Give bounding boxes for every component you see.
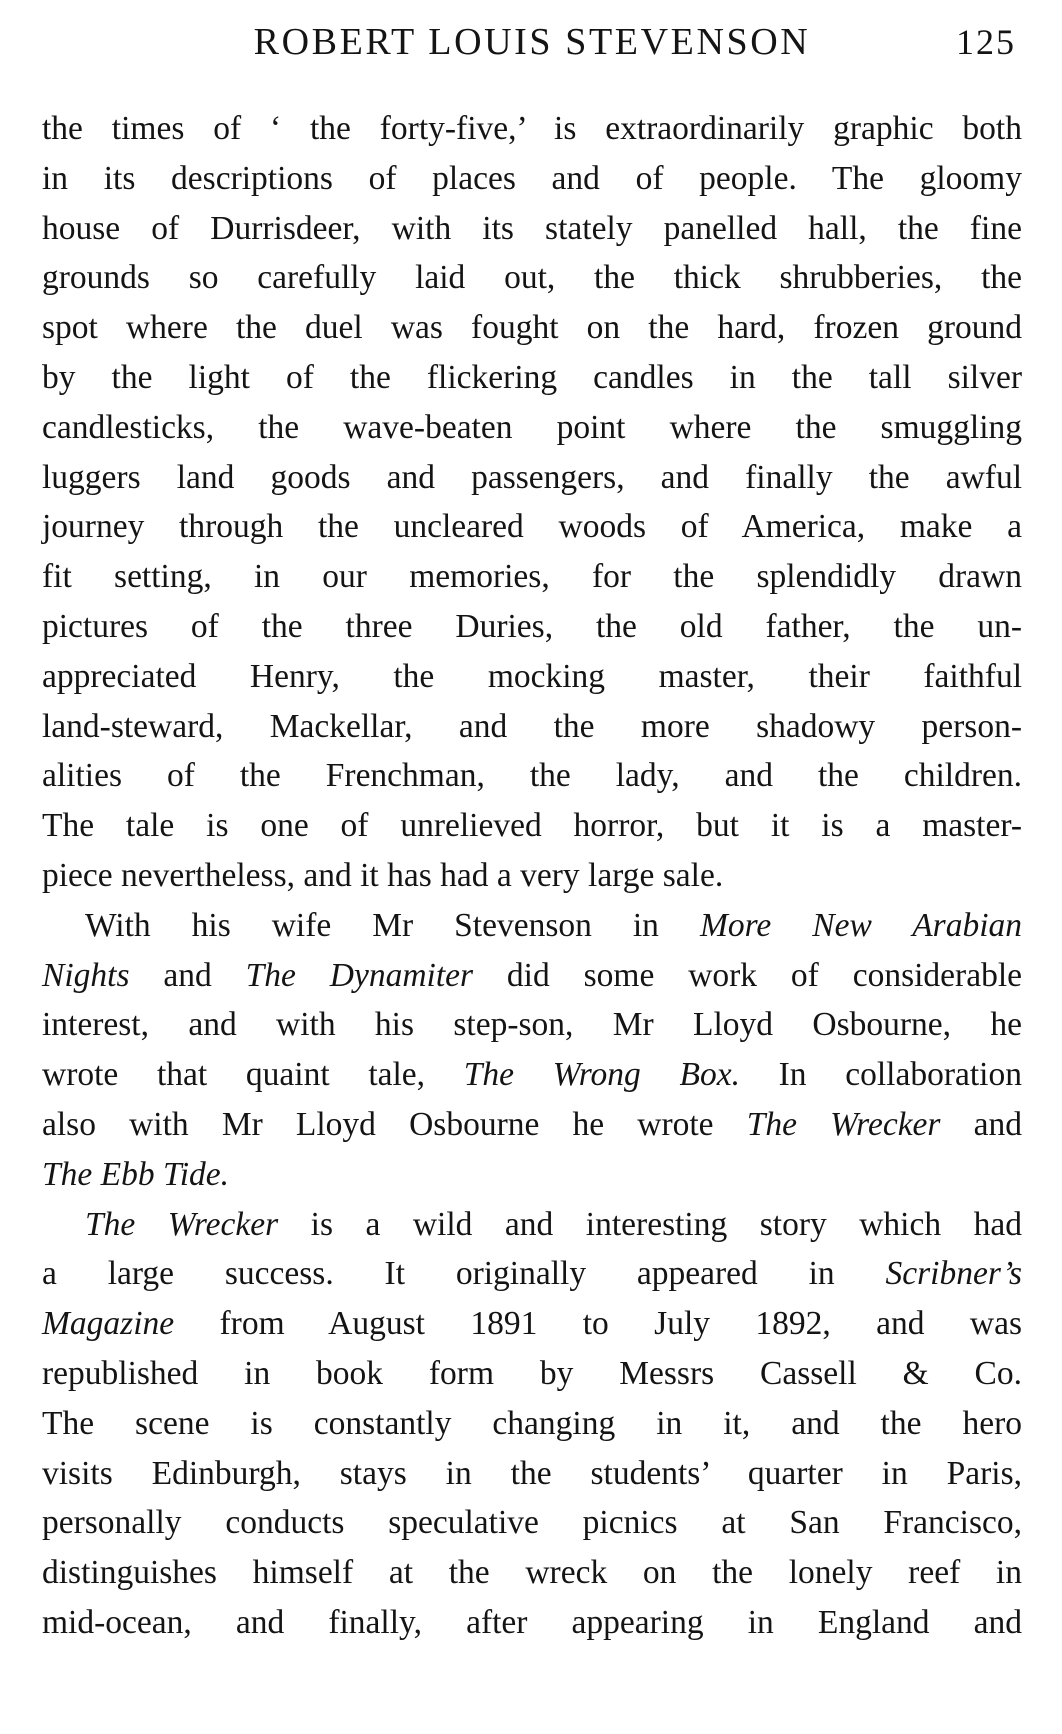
text-line: Magazine from August 1891 to July 1892, and was bbox=[42, 1305, 1022, 1343]
text-line: The Wrecker is a wild and interesting story which had bbox=[85, 1205, 1022, 1243]
text-line: in its descriptions of places and of people. The gloomy bbox=[42, 159, 1022, 197]
italic-title: More New Arabian bbox=[699, 906, 1022, 944]
body-text bbox=[42, 104, 1022, 1648]
text-line: a large success. It originally appeared in Scribner’s bbox=[42, 1255, 1022, 1293]
paragraph-1 bbox=[42, 104, 1022, 901]
text-line: With his wife Mr Stevenson in More New Arabian bbox=[85, 906, 1022, 944]
text-line: The tale is one of unrelieved horror, but it is a master- bbox=[42, 807, 1022, 845]
text-line: fit setting, in our memories, for the splendidly drawn bbox=[42, 558, 1022, 596]
text-line: wrote that quaint tale, The Wrong Box. In collaboration bbox=[42, 1056, 1022, 1094]
italic-title: The Wrecker bbox=[746, 1105, 941, 1143]
text-line: luggers land goods and passengers, and finally the awful bbox=[42, 458, 1022, 496]
text-line: grounds so carefully laid out, the thick shrubberies, the bbox=[42, 259, 1022, 297]
text-line: visits Edinburgh, stays in the students’ quarter in Paris, bbox=[42, 1454, 1022, 1492]
text-line: appreciated Henry, the mocking master, their faithful bbox=[42, 657, 1022, 695]
text-line: the times of ‘ the forty-five,’ is extraordinarily graphic both bbox=[42, 110, 1022, 147]
italic-title: The Wrong Box. bbox=[463, 1056, 740, 1094]
italic-title: Nights bbox=[42, 956, 130, 994]
italic-title: The Dynamiter bbox=[245, 956, 474, 994]
text-line: personally conducts speculative picnics at San Francisco, bbox=[42, 1504, 1022, 1542]
text-line: house of Durrisdeer, with its stately panelled hall, the fine bbox=[42, 209, 1022, 247]
text-line bbox=[42, 1150, 1022, 1200]
text-line: piece nevertheless, and it has had a very large sale. bbox=[42, 856, 724, 894]
text-line: alities of the Frenchman, the lady, and the children. bbox=[42, 757, 1022, 795]
text-line: land-steward, Mackellar, and the more shadowy person- bbox=[42, 707, 1022, 745]
text-line: by the light of the flickering candles in the tall silver bbox=[42, 358, 1022, 396]
book-page bbox=[42, 0, 1022, 1734]
text-line: Nights and The Dynamiter did some work of considerable bbox=[42, 956, 1022, 994]
text-line: journey through the uncleared woods of America, make a bbox=[42, 508, 1022, 546]
text-line: spot where the duel was fought on the hard, frozen ground bbox=[42, 309, 1022, 347]
text-line: republished in book form by Messrs Cassell & Co. bbox=[42, 1354, 1022, 1392]
text-line: mid-ocean, and finally, after appearing in England and bbox=[42, 1603, 1022, 1641]
running-title: ROBERT LOUIS STEVENSON bbox=[253, 21, 811, 63]
text-line: also with Mr Lloyd Osbourne he wrote The Wrecker and bbox=[42, 1105, 1022, 1143]
italic-title: Magazine bbox=[42, 1305, 175, 1343]
italic-title: The Ebb Tide. bbox=[42, 1155, 230, 1193]
paragraph-2 bbox=[42, 901, 1022, 1200]
paragraph-3 bbox=[42, 1200, 1022, 1648]
text-line: The scene is constantly changing in it, and the hero bbox=[42, 1404, 1022, 1442]
italic-title: The Wrecker bbox=[85, 1205, 279, 1243]
running-head bbox=[42, 18, 1022, 78]
text-line: interest, and with his step-son, Mr Lloyd Osbourne, he bbox=[42, 1006, 1022, 1044]
text-line: distinguishes himself at the wreck on the lonely reef in bbox=[42, 1554, 1022, 1592]
text-line: candlesticks, the wave-beaten point where the smuggling bbox=[42, 408, 1022, 446]
page-number: 125 bbox=[956, 22, 1016, 62]
text-line: pictures of the three Duries, the old father, the un- bbox=[42, 607, 1022, 645]
italic-title: Scribner’s bbox=[885, 1255, 1022, 1293]
